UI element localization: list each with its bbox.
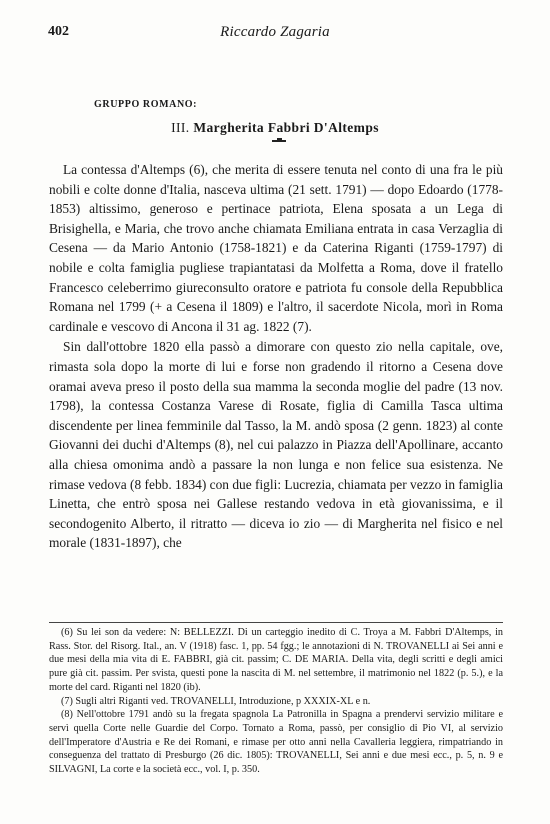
running-title: Riccardo Zagaria: [220, 24, 330, 40]
paragraph: La contessa d'Altemps (6), che merita di essere tenuta nel conto di una fra le più nobili e colte donne d'Italia, nasceva ultima (21 sett. 1791) — dopo Edoardo (1778-1853) altissimo, generoso e pertinace patriota, Elena sposata a un Lega di Brisighella, e Maria, che trovo anche chiamata Emiliana entrata in casa Verzaglia di Cesena — da Mario Antonio (1758-1821) e da Caterina Riganti (1759-1797) di nobile e colta famiglia pugliese trapiantatasi da Molfetta a Roma, dove il fratello Francesco celeberrimo giureconsulto oratore e patriota fu console della Repubblica Romana nel 1799 (+ a Cesena il 1809) e l'altro, il sacerdote Nicola, morì in Roma cardinale e vescovo di Ancona il 31 ag. 1822 (7).: [49, 162, 503, 334]
footnote: (8) Nell'ottobre 1791 andò su la fregata spagnola La Patronilla in Spagna a prendervi servizio militare e servì quella Corte nelle Guardie del Corpo. Tornato a Roma, passò, per consiglio di Pio VI, al servizio dell'Imperatore d'Austria e Re dei Romani, e rimase per otto anni nella Cavalleria leggiera, rimpatriando in conseguenza del trattato di Presburgo (26 dic. 1805): TROVANELLI, Sei anni e due mesi ecc., p. 5, n. 9 e SILVAGNI, La corte e la società ecc., vol. I, p. 350.: [49, 709, 503, 776]
paragraph: Sin dall'ottobre 1820 ella passò a dimorare con questo zio nella capitale, ove, rimasta sola dopo la morte di lui e forse non gradendo il ritorno a Cesena dove oramai aveva preso il posto della sua mamma la seconda moglie del padre (13 nov. 1798), la contessa Costanza Varese di Rosate, figlia di Camilla Tasca ultima discendente per linea femminile dal Tasso, la M. andò sposa (2 genn. 1823) al conte Giovanni dei duchi d'Altemps (8), nel cui palazzo in Piazza dell'Apollinare, accanto alla chiesa omonima andò a passare la non lunga e non felice sua esistenza. Ne rimase vedova (8 febb. 1834) con due figli: Lucrezia, chiamata per vezzo in famiglia Linetta, che entrò sposa nei Gallese restando vedova in età giovanissima, e il secondogenito Alberto, il ritratto — diceva io zio — di Margherita nel fisico e nel morale (1831-1897), che: [49, 339, 503, 551]
footnote: (7) Sugli altri Riganti ved. TROVANELLI, Introduzione, p XXXIX-XL e n.: [61, 695, 371, 707]
footnote: (6) Su lei son da vedere: N: BELLEZZI. Di un carteggio inedito di C. Troya a M. Fabbri D'Altemps, in Rass. Stor. del Risorg. Ital., an. V (1918) fasc. 1, pp. 54 fgg.; le annotazioni di N. TROVANELLI ai Sei anni e due mesi della mia vita di E. FABBRI, già cit. passim; C. DE MARIA. Della vita, degli scritti e degli amici pure già cit. passim. Per svista, questi pone la nascita di M. nel settembre, il matrimonio nel 1822 (p. 5.), e la morte del card. Riganti nel 1820 (ib).: [49, 627, 503, 693]
title-ornament-icon: [272, 138, 286, 142]
page-header: [48, 24, 502, 44]
footnotes: [49, 626, 503, 777]
section-title: [0, 120, 550, 136]
group-label: GRUPPO ROMANO:: [94, 99, 198, 110]
section-name: Margherita Fabbri D'Altemps: [193, 120, 379, 135]
section-number: III.: [171, 120, 190, 135]
page-number: 402: [48, 24, 69, 39]
body-text: [49, 160, 503, 553]
footnote-divider: [49, 622, 503, 623]
